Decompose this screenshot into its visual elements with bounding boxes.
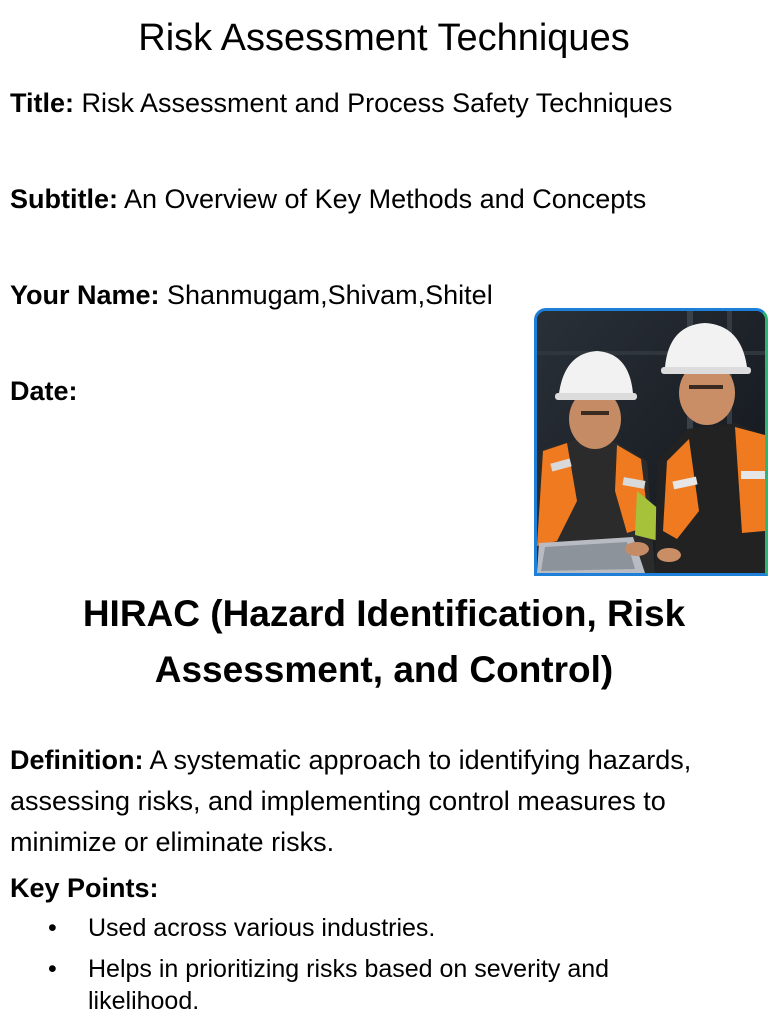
date-field bbox=[10, 374, 78, 408]
definition-text: A systematic approach to identifying hazards, assessing risks, and implementing control measures to minimize or eliminate risks. bbox=[10, 745, 692, 857]
bullet-icon: • bbox=[48, 955, 57, 983]
section-heading: HIRAC (Hazard Identification, Risk Assessment, and Control) bbox=[82, 593, 686, 690]
subtitle-value: An Overview of Key Methods and Concepts bbox=[118, 184, 647, 214]
key-points-list bbox=[0, 912, 768, 1026]
subtitle-field bbox=[10, 182, 646, 216]
name-value: Shanmugam,Shivam,Shitel bbox=[159, 280, 493, 310]
workers-illustration bbox=[537, 311, 765, 573]
title-value: Risk Assessment and Process Safety Techniques bbox=[74, 88, 673, 118]
name-label: Your Name: bbox=[10, 280, 160, 310]
slide-heading: Risk Assessment Techniques bbox=[138, 17, 630, 59]
list-item bbox=[0, 912, 768, 944]
list-item bbox=[0, 953, 768, 1017]
list-item-text: Helps in prioritizing risks based on severity and likelihood. bbox=[88, 955, 610, 1015]
key-points-label: Key Points: bbox=[10, 873, 159, 903]
date-label: Date: bbox=[10, 376, 78, 406]
definition-label: Definition: bbox=[10, 745, 144, 775]
title-field bbox=[10, 86, 672, 120]
definition-paragraph bbox=[10, 740, 760, 863]
title-label: Title: bbox=[10, 88, 75, 118]
name-field bbox=[10, 278, 493, 312]
subtitle-label: Subtitle: bbox=[10, 184, 118, 214]
bullet-icon: • bbox=[48, 914, 57, 942]
workers-photo bbox=[534, 308, 768, 576]
list-item-text: Used across various industries. bbox=[88, 914, 436, 942]
